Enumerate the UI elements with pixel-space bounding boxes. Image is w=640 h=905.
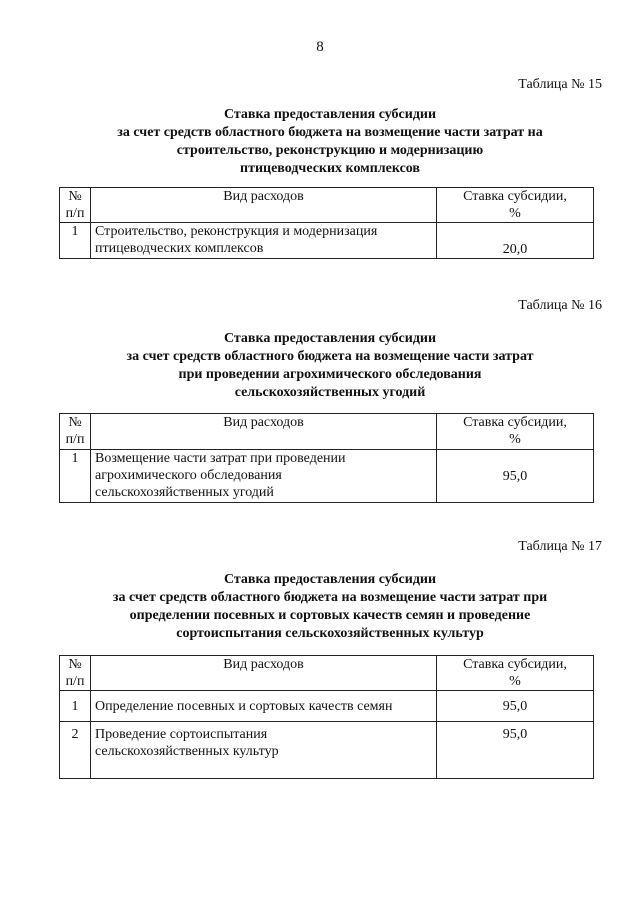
row-type-line: агрохимического обследования (95, 468, 282, 483)
row-type-line: сельскохозяйственных угодий (95, 485, 274, 500)
header-num-line: № (68, 657, 82, 672)
row-type-line: птицеводческих комплексов (95, 241, 264, 256)
row-type (91, 722, 437, 779)
table-16-title-line: при проведении агрохимического обследования (178, 367, 482, 382)
table-row (60, 722, 594, 779)
table-15-label: Таблица № 15 (518, 77, 602, 92)
header-rate-line: Ставка субсидии, (463, 415, 567, 430)
table-row (60, 691, 594, 722)
row-type (91, 223, 437, 259)
row-type-line: Проведение сортоиспытания (95, 727, 268, 742)
header-rate-line: % (509, 432, 521, 447)
table-16-title-line: Ставка предоставления субсидии (223, 331, 437, 346)
header-type: Вид расходов (91, 414, 437, 450)
header-num (60, 188, 91, 223)
table-header-row (60, 656, 594, 691)
header-rate (437, 414, 594, 450)
header-type: Вид расходов (91, 188, 437, 223)
table-header-row (60, 414, 594, 450)
header-rate-line: % (509, 674, 521, 689)
row-num: 2 (60, 722, 91, 779)
row-num: 1 (60, 223, 91, 259)
table-15-title-line: Ставка предоставления субсидии (223, 107, 437, 122)
row-type-line: Строительство, реконструкция и модернизация (95, 224, 378, 239)
table-17-title-line: за счет средств областного бюджета на возмещение части затрат при (112, 590, 548, 605)
table-16-title-line: сельскохозяйственных угодий (234, 385, 426, 400)
row-rate: 95,0 (437, 450, 594, 503)
table-15-title-line: за счет средств областного бюджета на возмещение части затрат на (117, 125, 543, 140)
table-15-title-line: строительство, реконструкцию и модернизацию (176, 143, 484, 158)
table-17-title-line: Ставка предоставления субсидии (223, 572, 437, 587)
table-row (60, 223, 594, 259)
header-num-line: № (68, 189, 82, 204)
table-15-title-line: птицеводческих комплексов (240, 161, 420, 176)
row-num: 1 (60, 691, 91, 722)
table-17-title (60, 571, 600, 643)
row-type (91, 450, 437, 503)
header-rate (437, 656, 594, 691)
header-rate (437, 188, 594, 223)
row-num: 1 (60, 450, 91, 503)
table-17-label: Таблица № 17 (518, 539, 602, 554)
row-rate: 95,0 (437, 722, 594, 779)
page-number: 8 (316, 39, 324, 55)
table-15 (59, 187, 594, 259)
table-16-title-line: за счет средств областного бюджета на возмещение части затрат (126, 349, 534, 364)
table-15-title (60, 106, 600, 178)
table-16-label: Таблица № 16 (518, 298, 602, 313)
row-type (91, 691, 437, 722)
table-row (60, 450, 594, 503)
row-type-line: сельскохозяйственных культур (95, 744, 279, 759)
row-rate: 95,0 (437, 691, 594, 722)
table-17 (59, 655, 594, 779)
header-num-line: п/п (65, 432, 85, 447)
row-rate: 20,0 (437, 223, 594, 259)
header-rate-line: Ставка субсидии, (463, 189, 567, 204)
row-type-line: Возмещение части затрат при проведении (95, 451, 346, 466)
header-type: Вид расходов (91, 656, 437, 691)
header-num-line: № (68, 415, 82, 430)
header-rate-line: % (509, 206, 521, 221)
table-header-row (60, 188, 594, 223)
header-num-line: п/п (65, 206, 85, 221)
table-17-title-line: определении посевных и сортовых качеств семян и проведение (129, 608, 531, 623)
header-num (60, 414, 91, 450)
header-num-line: п/п (65, 674, 85, 689)
header-num (60, 656, 91, 691)
table-17-title-line: сортоиспытания сельскохозяйственных культур (176, 626, 484, 641)
table-16-title (60, 330, 600, 402)
row-type-line: Определение посевных и сортовых качеств семян (95, 698, 393, 714)
table-16 (59, 413, 594, 503)
header-rate-line: Ставка субсидии, (463, 657, 567, 672)
